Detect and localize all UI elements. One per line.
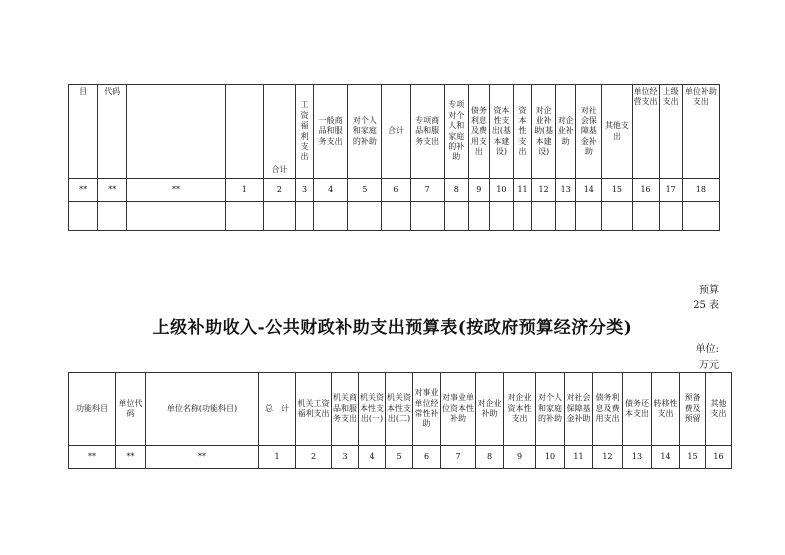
t1-empty-cell-17 bbox=[602, 202, 632, 231]
t1-empty-cell-6 bbox=[314, 202, 348, 231]
t1-header-cell-6: 一般商品和服务支出 bbox=[314, 85, 348, 179]
t1-header-cell-10: 专项对个人和家庭的补助 bbox=[444, 85, 468, 179]
t1-header-cell-20: 单位补助支出 bbox=[682, 85, 719, 179]
t2-num-cell-18: 16 bbox=[706, 446, 732, 469]
t2-num-cell-7: 5 bbox=[386, 446, 413, 469]
top-table-empty-row bbox=[69, 202, 720, 231]
t2-num-cell-15: 13 bbox=[623, 446, 652, 469]
t1-empty-cell-20 bbox=[682, 202, 719, 231]
form-number: 25 表 bbox=[693, 300, 719, 311]
t2-header-cell-1: 单位代码 bbox=[116, 373, 146, 446]
top-table-header-row bbox=[69, 85, 720, 179]
t2-header-cell-11: 对企业资本性支出 bbox=[504, 373, 536, 446]
t1-num-cell-17: 15 bbox=[602, 179, 632, 202]
t1-num-cell-16: 14 bbox=[576, 179, 602, 202]
t1-num-cell-6: 4 bbox=[314, 179, 348, 202]
bottom-budget-table bbox=[68, 372, 732, 469]
t1-num-cell-10: 8 bbox=[444, 179, 468, 202]
t1-header-cell-2 bbox=[127, 85, 225, 179]
t2-header-cell-12: 对个人和家庭的补助 bbox=[536, 373, 565, 446]
t2-num-cell-17: 15 bbox=[680, 446, 706, 469]
t2-header-cell-17: 预备费及预留 bbox=[680, 373, 706, 446]
unit-label: 单位: bbox=[695, 344, 719, 355]
form-label-line1: 预算 bbox=[699, 285, 719, 296]
t1-header-cell-17: 其他支出 bbox=[602, 85, 632, 179]
t1-empty-cell-14 bbox=[532, 202, 556, 231]
t1-header-cell-12: 资本性支出(基本建设) bbox=[489, 85, 513, 179]
t1-empty-cell-8 bbox=[382, 202, 410, 231]
t1-empty-cell-7 bbox=[348, 202, 382, 231]
t1-header-cell-1: 代码 bbox=[98, 85, 127, 179]
t2-header-cell-10: 对企业补助 bbox=[476, 373, 504, 446]
top-table-number-row bbox=[69, 179, 720, 202]
t2-num-cell-1: ** bbox=[116, 446, 146, 469]
t1-empty-cell-9 bbox=[410, 202, 444, 231]
t2-num-cell-12: 10 bbox=[536, 446, 565, 469]
t1-empty-cell-13 bbox=[514, 202, 532, 231]
t1-empty-cell-1 bbox=[98, 202, 127, 231]
t2-header-cell-3: 总 计 bbox=[259, 373, 296, 446]
t2-num-cell-9: 7 bbox=[441, 446, 476, 469]
t1-num-cell-3: 1 bbox=[225, 179, 263, 202]
t1-num-cell-5: 3 bbox=[296, 179, 314, 202]
t2-header-cell-4: 机关工资福利支出 bbox=[296, 373, 332, 446]
t2-num-cell-4: 2 bbox=[296, 446, 332, 469]
t1-header-cell-0: 目 bbox=[69, 85, 98, 179]
t1-empty-cell-5 bbox=[296, 202, 314, 231]
t2-num-cell-2: ** bbox=[146, 446, 259, 469]
t2-header-cell-18: 其他支出 bbox=[706, 373, 732, 446]
t2-header-cell-6: 机关资本性支出(一) bbox=[359, 373, 386, 446]
page-title: 上级补助收入-公共财政补助支出预算表(按政府预算经济分类) bbox=[152, 318, 633, 338]
t1-header-cell-3 bbox=[225, 85, 263, 179]
t1-num-cell-7: 5 bbox=[348, 179, 382, 202]
t1-empty-cell-10 bbox=[444, 202, 468, 231]
t2-num-cell-14: 12 bbox=[593, 446, 623, 469]
t1-empty-cell-15 bbox=[556, 202, 576, 231]
t1-num-cell-12: 10 bbox=[489, 179, 513, 202]
t1-empty-cell-18 bbox=[632, 202, 659, 231]
t1-header-cell-9: 专项商品和服务支出 bbox=[410, 85, 444, 179]
t2-header-cell-13: 对社会保障基金补助 bbox=[565, 373, 593, 446]
t1-header-cell-16: 对社会保障基金补助 bbox=[576, 85, 602, 179]
t2-num-cell-13: 11 bbox=[565, 446, 593, 469]
t1-num-cell-2: ** bbox=[127, 179, 225, 202]
t1-empty-cell-16 bbox=[576, 202, 602, 231]
t1-num-cell-9: 7 bbox=[410, 179, 444, 202]
t2-num-cell-0: ** bbox=[69, 446, 116, 469]
t1-num-cell-8: 6 bbox=[382, 179, 410, 202]
t2-num-cell-5: 3 bbox=[332, 446, 359, 469]
t2-header-cell-5: 机关商品和服务支出 bbox=[332, 373, 359, 446]
bottom-table-number-row bbox=[69, 446, 732, 469]
t1-header-cell-13: 资本性支出 bbox=[514, 85, 532, 179]
t2-num-cell-11: 9 bbox=[504, 446, 536, 469]
t1-header-cell-19: 上级支出 bbox=[659, 85, 682, 179]
t2-header-cell-0: 功能科目 bbox=[69, 373, 116, 446]
t2-num-cell-10: 8 bbox=[476, 446, 504, 469]
t1-num-cell-11: 9 bbox=[468, 179, 489, 202]
t1-header-cell-7: 对个人和家庭的补助 bbox=[348, 85, 382, 179]
t1-header-cell-14: 对企业补助(基本建设) bbox=[532, 85, 556, 179]
t2-header-cell-7: 机关资本性支出(二) bbox=[386, 373, 413, 446]
t1-empty-cell-11 bbox=[468, 202, 489, 231]
t2-header-cell-9: 对事业单位资本性补助 bbox=[441, 373, 476, 446]
t1-empty-cell-2 bbox=[127, 202, 225, 231]
t1-num-cell-1: ** bbox=[98, 179, 127, 202]
bottom-table-header-row bbox=[69, 373, 732, 446]
t1-empty-cell-3 bbox=[225, 202, 263, 231]
top-budget-table bbox=[68, 84, 720, 231]
t1-num-cell-14: 12 bbox=[532, 179, 556, 202]
t2-num-cell-8: 6 bbox=[413, 446, 441, 469]
t1-header-cell-18: 单位经营支出 bbox=[632, 85, 659, 179]
t1-empty-cell-0 bbox=[69, 202, 98, 231]
t1-header-cell-11: 债务利息及费用支出 bbox=[468, 85, 489, 179]
t1-num-cell-13: 11 bbox=[514, 179, 532, 202]
t2-header-cell-14: 债务利息及费用支出 bbox=[593, 373, 623, 446]
t1-num-cell-19: 17 bbox=[659, 179, 682, 202]
t1-header-cell-8: 合计 bbox=[382, 85, 410, 179]
t2-header-cell-16: 转移性支出 bbox=[652, 373, 680, 446]
t1-num-cell-0: ** bbox=[69, 179, 98, 202]
t2-num-cell-16: 14 bbox=[652, 446, 680, 469]
t2-header-cell-15: 债务还本支出 bbox=[623, 373, 652, 446]
t1-header-cell-15: 对企业补助 bbox=[556, 85, 576, 179]
t1-num-cell-20: 18 bbox=[682, 179, 719, 202]
t1-num-cell-15: 13 bbox=[556, 179, 576, 202]
t2-header-cell-2: 单位名称(功能科目) bbox=[146, 373, 259, 446]
t1-empty-cell-4 bbox=[263, 202, 295, 231]
t1-empty-cell-12 bbox=[489, 202, 513, 231]
t2-num-cell-6: 4 bbox=[359, 446, 386, 469]
unit-value: 万元 bbox=[699, 360, 719, 371]
t2-header-cell-8: 对事业单位经常性补助 bbox=[413, 373, 441, 446]
t1-num-cell-18: 16 bbox=[632, 179, 659, 202]
t2-num-cell-3: 1 bbox=[259, 446, 296, 469]
t1-header-cell-4: 合计 bbox=[263, 85, 295, 179]
t1-empty-cell-19 bbox=[659, 202, 682, 231]
t1-header-cell-5: 工资福利支出 bbox=[296, 85, 314, 179]
t1-num-cell-4: 2 bbox=[263, 179, 295, 202]
